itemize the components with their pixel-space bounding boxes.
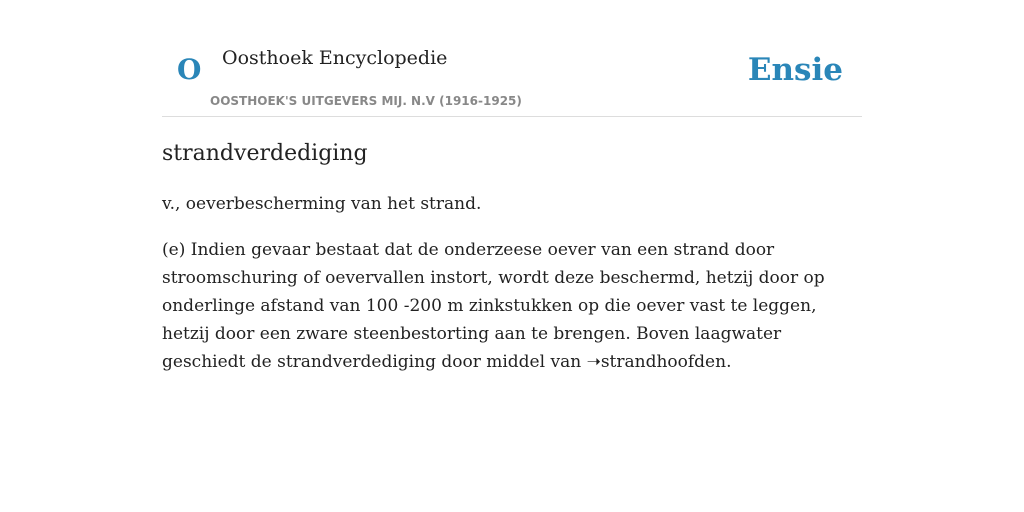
entry-definition: v., oeverbescherming van het strand. [162,194,482,214]
site-title-link[interactable]: Oosthoek Encyclopedie [222,47,448,69]
publisher-subtitle: OOSTHOEK'S UITGEVERS MIJ. N.V (1916-1925) [210,94,522,108]
entry-body [162,236,862,376]
entry-body-text: (e) Indien gevaar bestaat dat de onderzeese oever van een strand door stroomschuring of oevervallen instort, wordt deze beschermd, hetzij door op onderlinge afstand van 100 -200 m zinkstukken op die oever vast te leggen, hetzij door een zware steenbestorting aan te brengen. Boven laagwater geschiedt de strandverdediging door middel van [162,240,825,372]
xref-link-strandhoofden[interactable] [587,352,727,372]
site-header [162,0,862,117]
entry-body-end: . [726,352,732,372]
entry-content [162,136,862,376]
ensie-brand-link[interactable]: Ensie [747,52,843,88]
entry-title: strandverdediging [162,141,368,166]
xref-label: strandhoofden [600,352,727,372]
site-logo[interactable]: O [177,53,202,86]
xref-arrow-icon: ➝ [586,352,601,372]
